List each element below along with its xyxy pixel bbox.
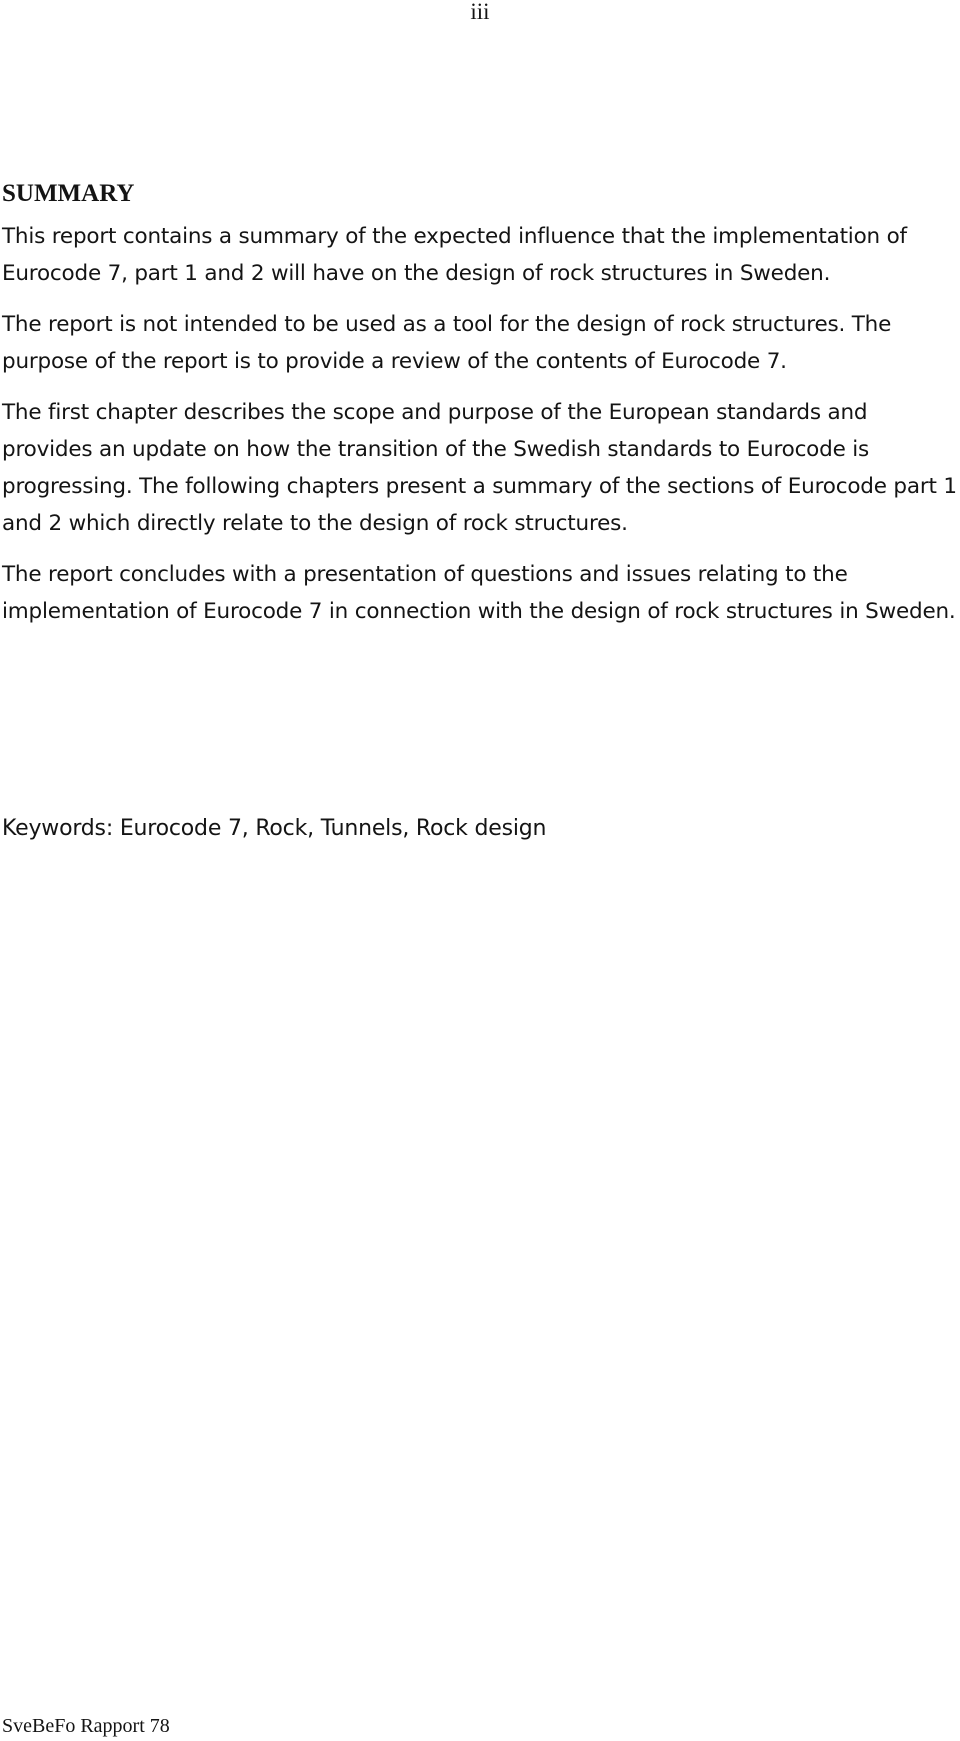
footer-report-name: SveBeFo Rapport 78: [2, 1715, 170, 1737]
summary-paragraph: The report is not intended to be used as a tool for the design of rock structures. The purpose of the report is to provide a review of the contents of Eurocode 7.: [2, 312, 892, 374]
summary-paragraph: This report contains a summary of the expected influence that the implementation of Eurocode 7, part 1 and 2 will have on the design of rock structures in Sweden.: [2, 224, 907, 286]
summary-heading: SUMMARY: [2, 180, 135, 207]
page-number: iii: [470, 0, 490, 24]
summary-paragraph: The report concludes with a presentation of questions and issues relating to the implementation of Eurocode 7 in connection with the design of rock structures in Sweden.: [2, 562, 956, 624]
keywords-line: Keywords: Eurocode 7, Rock, Tunnels, Rock design: [2, 816, 547, 841]
summary-paragraph: The first chapter describes the scope and purpose of the European standards and provides an update on how the transition of the Swedish standards to Eurocode is progressing. The following chapters present a summary of the sections of Eurocode part 1 and 2 which directly relate to the design of rock structures.: [2, 400, 957, 536]
summary-section: [2, 174, 957, 644]
